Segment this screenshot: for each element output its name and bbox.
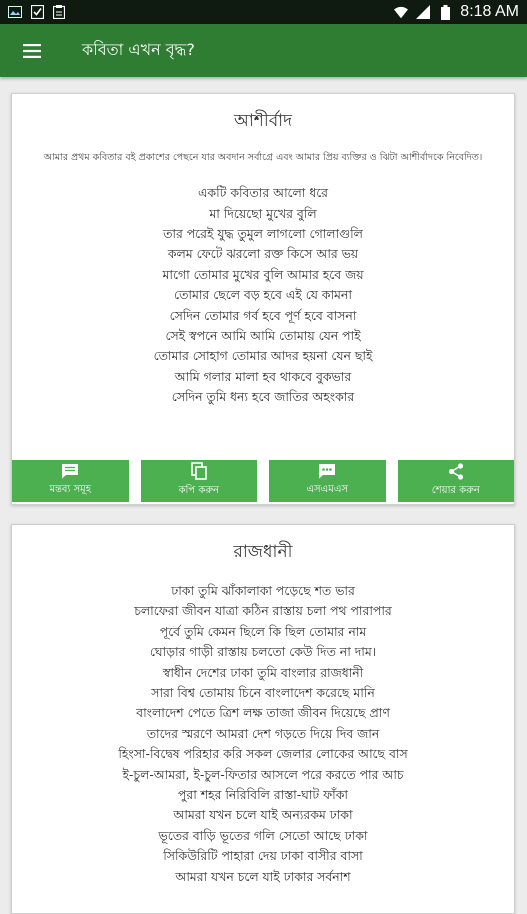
sms-icon: [318, 463, 336, 479]
clipboard-icon: [52, 5, 66, 19]
poem-line: আমরা যখন চলে যাই ঢাকার সর্বনাশ: [175, 868, 351, 884]
status-bar-left-icons: [8, 5, 66, 19]
poem-line: সেদিন তোমার গর্ব হবে পূর্ণ হবে বাসনা: [169, 307, 357, 323]
poem-line: সিকিউরিটি পাহারা দেয় ঢাকা বাসীর বাসা: [163, 848, 363, 864]
poem-card: [11, 524, 515, 914]
poem-line: আমরা যখন চলে যাই অন্যরকম ঢাকা: [173, 807, 353, 823]
poem-line: ঢাকা তুমি ঝাঁকালাকা পড়েছে শত ভার: [171, 583, 355, 598]
poem-title: রাজধানী: [233, 542, 293, 562]
sms-button-label: এসএমএস: [306, 484, 349, 495]
copy-icon: [191, 462, 207, 480]
comments-button[interactable]: [12, 460, 129, 502]
poem-actions: [12, 460, 514, 502]
poem-line: ঘোড়ার গাড়ী রাস্তায় চলতো কেউ দিত না দাম।: [149, 644, 377, 660]
poem-line: ভূতের বাড়ি ভূতের গলি সেতো আছে ঢাকা: [158, 827, 368, 843]
poem-line: সারা বিশ্ব তোমায় চিনে বাংলাদেশ করেছে মানি: [151, 685, 375, 701]
status-bar-right: [394, 3, 519, 21]
poem-line: হিংসা-বিদ্বেষ পরিহার করি সকল জেলার লোকের আছে বাস: [118, 746, 408, 762]
comments-button-label: মন্তব্য সমূহ: [49, 484, 91, 495]
comment-icon: [61, 463, 79, 479]
poem-line: মা দিয়েছো মুখের বুলি: [209, 205, 317, 221]
poem-body: [12, 183, 514, 407]
checklist-icon: [30, 5, 44, 19]
share-icon: [448, 463, 464, 480]
sms-button[interactable]: [269, 460, 386, 502]
status-bar: [0, 0, 527, 24]
poem-line: পুরা শহর নিরিবিলি রাস্তা-ঘাট ফাঁকা: [177, 787, 349, 803]
poem-line: তাদের স্মরণে আমরা দেশ গড়তে দিয়ে দিব জান: [146, 725, 380, 741]
copy-button-label: কপি করুন: [178, 485, 219, 496]
poem-card: [11, 93, 515, 505]
app-bar: [0, 24, 527, 77]
app-title: কবিতা এখন বৃদ্ধ?: [82, 40, 195, 59]
poem-line: স্বাধীন দেশের ঢাকা তুমি বাংলার রাজধানী: [162, 664, 364, 680]
poem-line: বাংলাদেশ পেতে ত্রিশ লক্ষ তাজা জীবন দিয়েছে প্রাণ: [136, 705, 390, 721]
poem-line: সেই স্বপনে আমি আমি তোমায় যেন পাই: [165, 328, 361, 344]
signal-icon: [416, 5, 430, 19]
poem-line: সেদিন তুমি ধন্য হবে জাতির অহংকার: [171, 389, 355, 405]
poem-line: তোমার ছেলে বড় হবে এই যে কামনা: [174, 287, 352, 303]
status-time: 8:18 AM: [460, 3, 519, 20]
poem-line: ই-চুল-আমরা, ই-চুল-ফিতার আসলে পরে করতে পার আচ: [122, 766, 404, 782]
poem-title: আশীর্বাদ: [233, 111, 293, 131]
poem-line: কলম ফেটে ঝরলো রক্ত কিসে আর ভয়: [167, 246, 359, 262]
poem-line: চলাফেরা জীবন যাত্রা কঠিন রাস্তায় চলা পথ পারাপার: [134, 603, 392, 619]
image-icon: [8, 5, 22, 19]
poem-line: একটি কবিতার আলো ধরে: [197, 185, 329, 201]
battery-icon: [438, 5, 452, 19]
poem-line: মাগো তোমার মুখের বুলি আমার হবে জয়: [162, 266, 364, 282]
share-button[interactable]: [398, 460, 515, 502]
hamburger-menu-icon: [23, 44, 41, 58]
menu-button[interactable]: [12, 31, 52, 71]
poem-body: [12, 581, 514, 887]
poem-line: তার পরেই যুদ্ধ তুমুল লাগলো গোলাগুলি: [163, 226, 363, 241]
poem-dedication: আমার প্রথম কবিতার বই প্রকাশের পেছনে যার অবদান সর্বাগ্রে এবং আমার প্রিয় ব্যক্তির ও ঝিটা আশীর্বাদকে নিবেদিত।: [43, 152, 483, 163]
wifi-icon: [394, 5, 408, 19]
poem-line: তোমার সোহাগ তোমার আদর হয়না যেন ছাই: [153, 348, 373, 364]
poem-line: আমি গলার মালা হব থাকবে বুকভার: [174, 368, 352, 384]
share-button-label: শেয়ার করুন: [431, 484, 480, 496]
copy-button[interactable]: [141, 460, 258, 502]
poem-line: পূর্বে তুমি কেমন ছিলে কি ছিল তোমার নাম: [159, 623, 367, 639]
